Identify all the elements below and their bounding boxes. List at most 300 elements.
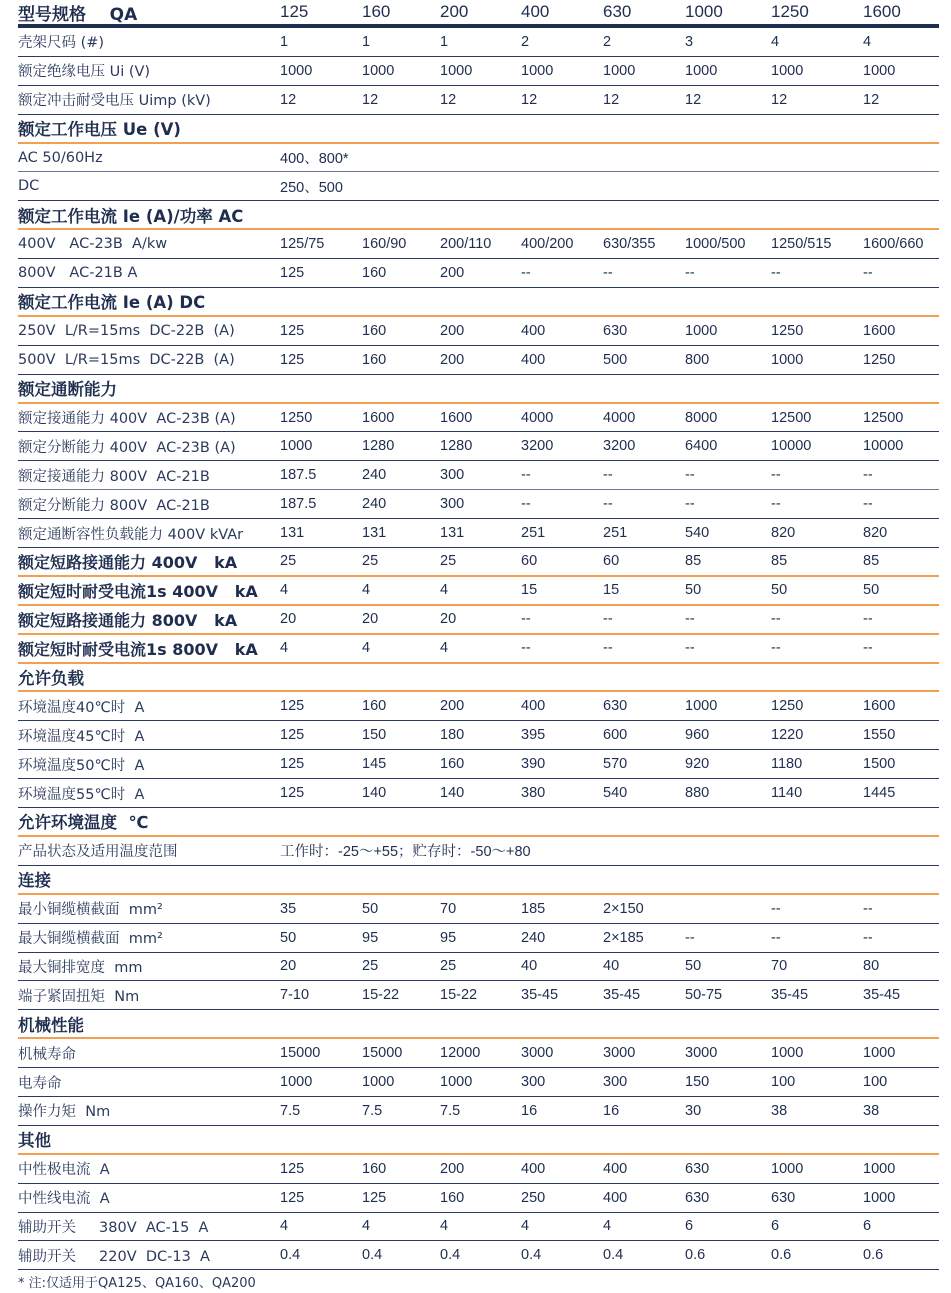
table-cell: 7.5 xyxy=(440,1102,461,1119)
table-cell: 1000 xyxy=(603,62,636,79)
table-cell: 12 xyxy=(440,91,457,108)
table-cell: 1000/500 xyxy=(685,236,746,253)
table-cell: 251 xyxy=(603,525,628,542)
section-header xyxy=(18,664,939,693)
table-cell: 15000 xyxy=(280,1045,321,1062)
table-cell: 1 xyxy=(362,33,371,50)
table-cell: 4 xyxy=(771,33,780,50)
table-cell: 0.6 xyxy=(685,1247,706,1264)
table-cell: 0.6 xyxy=(771,1247,792,1264)
section-title: 额定工作电流 Ie (A) DC xyxy=(18,293,206,313)
row-label: 额定绝缘电压 Ui (V) xyxy=(18,64,151,81)
table-row xyxy=(18,1155,939,1184)
table-cell: 1280 xyxy=(362,438,395,455)
table-row xyxy=(18,172,939,201)
table-cell: 12 xyxy=(685,91,702,108)
table-cell: 16 xyxy=(521,1102,538,1119)
table-cell: 187.5 xyxy=(280,496,317,513)
table-cell: 4 xyxy=(440,1218,449,1235)
table-cell: 25 xyxy=(280,553,297,570)
table-cell: 960 xyxy=(685,727,710,744)
table-cell: 4000 xyxy=(521,409,554,426)
table-cell: 25 xyxy=(440,553,457,570)
table-cell: 200 xyxy=(440,1160,465,1177)
table-row xyxy=(18,1213,939,1242)
table-cell: -- xyxy=(863,496,873,513)
table-cell: 10000 xyxy=(863,438,904,455)
table-cell: 1000 xyxy=(280,62,313,79)
model-630: 630 xyxy=(603,2,632,21)
row-label: 额定分断能力 800V AC-21B xyxy=(18,497,210,514)
table-cell: 4 xyxy=(280,1218,289,1235)
table-cell: 12000 xyxy=(440,1045,481,1062)
table-cell: 1600/660 xyxy=(863,236,924,253)
table-cell: 25 xyxy=(362,958,379,975)
table-cell: 40 xyxy=(603,958,620,975)
table-cell: -- xyxy=(863,640,873,657)
table-cell: 8000 xyxy=(685,409,718,426)
row-label: 环境温度50℃时 A xyxy=(18,757,145,774)
table-cell: 7-10 xyxy=(280,987,310,1004)
table-header xyxy=(18,0,939,28)
table-row xyxy=(18,981,939,1010)
table-cell: 1000 xyxy=(362,1074,395,1090)
table-cell: 50 xyxy=(280,929,297,946)
row-label: 辅助开关 220V DC-13 A xyxy=(18,1248,210,1265)
table-cell: -- xyxy=(685,611,695,628)
table-cell: 820 xyxy=(863,525,888,542)
table-cell: 251 xyxy=(521,525,546,542)
model-200: 200 xyxy=(440,2,469,21)
table-cell: 7.5 xyxy=(362,1102,383,1119)
table-cell: 400 xyxy=(521,322,546,339)
row-label: 产品状态及适用温度范围 xyxy=(18,844,178,861)
table-cell: 240 xyxy=(362,467,387,484)
row-label: 额定冲击耐受电压 Uimp (kV) xyxy=(18,93,211,110)
table-cell: 6 xyxy=(771,1218,780,1235)
table-cell: 630 xyxy=(771,1189,796,1206)
model-400: 400 xyxy=(521,2,550,21)
table-cell: 10000 xyxy=(771,438,812,455)
table-cell: -- xyxy=(863,929,873,946)
spec-table xyxy=(18,0,939,1270)
table-cell: 20 xyxy=(280,958,297,975)
table-cell: 880 xyxy=(685,785,710,802)
row-label: 最大铜排宽度 mm xyxy=(18,959,143,976)
table-row xyxy=(18,259,939,288)
table-cell: 3200 xyxy=(521,438,554,455)
table-cell: 1445 xyxy=(863,785,896,802)
table-cell: -- xyxy=(863,467,873,484)
row-label: 端子紧固扭矩 Nm xyxy=(18,988,140,1005)
table-cell: 15-22 xyxy=(362,987,400,1004)
table-cell: 1000 xyxy=(771,1045,804,1062)
table-cell: 4 xyxy=(603,1218,612,1235)
table-cell: 500 xyxy=(603,351,628,368)
table-cell: -- xyxy=(771,265,781,282)
table-cell: 150 xyxy=(362,727,387,744)
table-cell: 1600 xyxy=(362,409,395,426)
table-row xyxy=(18,86,939,115)
section-title: 额定工作电流 Ie (A)/功率 AC xyxy=(18,206,244,226)
row-label: 环境温度45℃时 A xyxy=(18,728,145,745)
model-1250: 1250 xyxy=(771,2,809,21)
table-cell: 12 xyxy=(280,91,297,108)
table-cell: 1 xyxy=(440,33,449,50)
table-cell: 1000 xyxy=(863,62,896,79)
row-label: AC 50/60Hz xyxy=(18,149,103,166)
table-cell: 2×150 xyxy=(603,900,644,917)
table-cell: 1000 xyxy=(771,1160,804,1177)
table-cell: 50 xyxy=(685,582,702,599)
row-label: 中性线电流 A xyxy=(18,1191,110,1208)
row-label: 额定短时耐受电流1s 800V kA xyxy=(18,639,258,659)
table-cell: -- xyxy=(521,496,531,513)
table-cell: -- xyxy=(685,467,695,484)
table-cell: 70 xyxy=(771,958,788,975)
section-header xyxy=(18,375,939,404)
table-cell: -- xyxy=(771,496,781,513)
section-title: 额定工作电压 Ue (V) xyxy=(18,120,181,140)
table-row xyxy=(18,57,939,86)
row-label: 最小铜缆横截面 mm² xyxy=(18,902,163,919)
table-cell: 50-75 xyxy=(685,987,723,1004)
row-label: 额定通断容性负载能力 400V kVAr xyxy=(18,526,244,543)
table-cell: 60 xyxy=(521,553,538,570)
table-cell: 12500 xyxy=(863,409,904,426)
table-cell: -- xyxy=(685,496,695,513)
table-row xyxy=(18,519,939,548)
table-cell: 1 xyxy=(280,33,289,50)
row-label: 800V AC-21B A xyxy=(18,265,138,282)
table-cell: 1000 xyxy=(771,351,804,368)
table-cell: 35 xyxy=(280,900,297,917)
spanning-value: 工作时：-25～+55；贮存时：-50～+80 xyxy=(280,844,531,861)
section-header xyxy=(18,808,939,837)
table-row xyxy=(18,635,939,664)
table-cell: 100 xyxy=(771,1074,796,1090)
table-row xyxy=(18,1068,939,1097)
table-row xyxy=(18,1039,939,1068)
table-cell: 250 xyxy=(521,1189,546,1206)
table-cell: 7.5 xyxy=(280,1102,301,1119)
table-cell: 131 xyxy=(440,525,465,542)
table-cell: 1000 xyxy=(685,62,718,79)
table-cell: 25 xyxy=(362,553,379,570)
row-label: 额定接通能力 400V AC-23B (A) xyxy=(18,411,236,428)
table-cell: -- xyxy=(863,265,873,282)
table-cell: 2 xyxy=(521,33,530,50)
row-label: 中性极电流 A xyxy=(18,1162,110,1179)
table-row xyxy=(18,577,939,606)
table-cell: 630 xyxy=(603,322,628,339)
table-cell: 4 xyxy=(521,1218,530,1235)
table-cell: 3000 xyxy=(685,1045,718,1062)
table-cell: 1600 xyxy=(440,409,473,426)
table-cell: -- xyxy=(863,900,873,917)
section-title: 机械性能 xyxy=(18,1015,84,1035)
table-row xyxy=(18,779,939,808)
table-cell: 390 xyxy=(521,756,546,773)
row-label: 操作力矩 Nm xyxy=(18,1104,111,1121)
section-header xyxy=(18,1010,939,1039)
table-row xyxy=(18,28,939,57)
table-cell: 395 xyxy=(521,727,546,744)
table-cell: -- xyxy=(685,929,695,946)
table-cell: -- xyxy=(603,611,613,628)
table-cell: 85 xyxy=(863,553,880,570)
row-label: 额定短时耐受电流1s 400V kA xyxy=(18,581,258,601)
table-cell: 150 xyxy=(685,1074,710,1090)
table-cell: 1250/515 xyxy=(771,236,832,253)
table-cell: 1140 xyxy=(771,785,803,802)
table-cell: 12 xyxy=(863,91,880,108)
table-cell: 125 xyxy=(280,265,305,282)
table-cell: 38 xyxy=(863,1102,880,1119)
table-cell: 35-45 xyxy=(863,987,901,1004)
row-label: 最大铜缆横截面 mm² xyxy=(18,931,163,948)
table-row xyxy=(18,548,939,577)
table-cell: 125 xyxy=(280,698,305,715)
table-cell: 200 xyxy=(440,351,465,368)
section-title: 其他 xyxy=(18,1131,51,1151)
table-row xyxy=(18,1184,939,1213)
table-cell: 200 xyxy=(440,322,465,339)
table-cell: 160 xyxy=(362,322,387,339)
table-row xyxy=(18,837,939,866)
table-cell: 1000 xyxy=(440,62,473,79)
row-label: 辅助开关 380V AC-15 A xyxy=(18,1219,209,1236)
table-cell: 1250 xyxy=(280,409,313,426)
table-cell: 1000 xyxy=(362,62,395,79)
table-row xyxy=(18,750,939,779)
table-cell: 160 xyxy=(362,698,387,715)
row-label: 壳架尺码 (#) xyxy=(18,35,105,52)
table-cell: 160/90 xyxy=(362,236,407,253)
table-cell: 1000 xyxy=(863,1189,896,1206)
spanning-value: 400、800* xyxy=(280,151,349,167)
table-cell: 131 xyxy=(362,525,387,542)
table-cell: 300 xyxy=(440,467,465,484)
table-cell: -- xyxy=(863,611,873,628)
row-label: 额定分断能力 400V AC-23B (A) xyxy=(18,439,236,456)
table-cell: 125 xyxy=(362,1189,387,1206)
table-cell: 125 xyxy=(280,1189,305,1206)
table-cell: 1000 xyxy=(685,698,718,715)
table-cell: 12500 xyxy=(771,409,812,426)
table-cell: 300 xyxy=(521,1074,546,1090)
table-cell: 6 xyxy=(685,1218,694,1235)
table-cell: -- xyxy=(603,467,613,484)
table-cell: -- xyxy=(603,640,613,657)
table-cell: 200/110 xyxy=(440,236,492,253)
table-row xyxy=(18,895,939,924)
table-row xyxy=(18,346,939,375)
table-cell: 3000 xyxy=(603,1045,636,1062)
table-cell: 100 xyxy=(863,1074,888,1090)
table-cell: 125/75 xyxy=(280,236,325,253)
table-cell: 1000 xyxy=(685,322,718,339)
table-cell: 4 xyxy=(440,640,449,657)
table-cell: 1000 xyxy=(863,1160,896,1177)
table-cell: 570 xyxy=(603,756,628,773)
table-cell: 1250 xyxy=(771,322,804,339)
row-label: 500V L/R=15ms DC-22B (A) xyxy=(18,351,235,368)
table-cell: 0.4 xyxy=(280,1247,301,1264)
table-cell: 40 xyxy=(521,958,538,975)
table-cell: 35-45 xyxy=(521,987,559,1004)
table-cell: 60 xyxy=(603,553,620,570)
table-cell: 400 xyxy=(603,1160,628,1177)
table-cell: 800 xyxy=(685,351,710,368)
row-label: 机械寿命 xyxy=(18,1046,76,1063)
table-cell: 185 xyxy=(521,900,546,917)
table-cell: 50 xyxy=(863,582,880,599)
section-title: 允许负载 xyxy=(18,669,84,689)
table-cell: 1180 xyxy=(771,756,803,773)
table-cell: 1600 xyxy=(863,322,896,339)
table-cell: 820 xyxy=(771,525,796,542)
row-label: 环境温度40℃时 A xyxy=(18,699,145,716)
row-label: 额定接通能力 800V AC-21B xyxy=(18,468,210,485)
table-cell: 180 xyxy=(440,727,465,744)
table-cell: 1000 xyxy=(771,62,804,79)
table-cell: 4000 xyxy=(603,409,636,426)
table-cell: 25 xyxy=(440,958,457,975)
table-cell: 15000 xyxy=(362,1045,403,1062)
table-cell: 6 xyxy=(863,1218,872,1235)
section-header xyxy=(18,115,939,144)
table-cell: 187.5 xyxy=(280,467,317,484)
table-cell: -- xyxy=(771,929,781,946)
table-cell: 300 xyxy=(603,1074,628,1090)
table-cell: -- xyxy=(521,467,531,484)
table-cell: 540 xyxy=(685,525,710,542)
table-cell: 85 xyxy=(685,553,702,570)
table-cell: 12 xyxy=(362,91,379,108)
table-cell: 15 xyxy=(521,582,538,599)
table-cell: 400 xyxy=(521,351,546,368)
table-cell: 140 xyxy=(362,785,387,802)
table-row xyxy=(18,404,939,433)
table-cell: 1600 xyxy=(863,698,896,715)
table-cell: 20 xyxy=(440,611,457,628)
section-header xyxy=(18,1126,939,1155)
table-cell: 630/355 xyxy=(603,236,656,253)
model-125: 125 xyxy=(280,2,309,21)
table-cell: 4 xyxy=(280,582,289,599)
section-header xyxy=(18,866,939,895)
table-cell: 0.4 xyxy=(521,1247,542,1264)
table-cell: 160 xyxy=(362,265,387,282)
table-cell: 4 xyxy=(280,640,289,657)
table-cell: 131 xyxy=(280,525,305,542)
section-header xyxy=(18,201,939,230)
table-cell: 20 xyxy=(280,611,297,628)
table-row xyxy=(18,953,939,982)
table-cell: 400/200 xyxy=(521,236,574,253)
table-cell: 4 xyxy=(440,582,449,599)
table-cell: 540 xyxy=(603,785,628,802)
row-label: 电寿命 xyxy=(18,1075,62,1092)
table-cell: -- xyxy=(771,467,781,484)
table-cell: -- xyxy=(685,265,695,282)
table-cell: 4 xyxy=(863,33,872,50)
table-cell: 12 xyxy=(771,91,788,108)
section-header xyxy=(18,288,939,317)
table-row xyxy=(18,1097,939,1126)
table-cell: 15 xyxy=(603,582,620,599)
table-cell: 200 xyxy=(440,265,465,282)
table-cell: 35-45 xyxy=(771,987,809,1004)
table-cell: 1000 xyxy=(280,1074,313,1090)
table-cell: 160 xyxy=(362,1160,387,1177)
table-cell: 630 xyxy=(685,1189,710,1206)
table-cell: 400 xyxy=(521,1160,546,1177)
table-cell: 80 xyxy=(863,958,880,975)
header-label: 型号规格 QA xyxy=(18,4,138,25)
table-cell: 1000 xyxy=(440,1074,473,1090)
table-cell: -- xyxy=(603,496,613,513)
table-row xyxy=(18,490,939,519)
table-cell: 145 xyxy=(362,756,387,773)
table-cell: 38 xyxy=(771,1102,788,1119)
table-cell: 380 xyxy=(521,785,546,802)
section-title: 允许环境温度 ℃ xyxy=(18,813,149,833)
row-label: 250V L/R=15ms DC-22B (A) xyxy=(18,322,235,339)
table-cell: 3200 xyxy=(603,438,636,455)
table-cell: 3000 xyxy=(521,1045,554,1062)
table-cell: 70 xyxy=(440,900,457,917)
table-cell: 1550 xyxy=(863,727,896,744)
table-cell: 630 xyxy=(685,1160,710,1177)
table-cell: 50 xyxy=(362,900,379,917)
table-cell: 125 xyxy=(280,1160,305,1177)
table-cell: 125 xyxy=(280,351,305,368)
table-cell: 125 xyxy=(280,785,305,802)
table-cell: 15-22 xyxy=(440,987,478,1004)
table-cell: 1250 xyxy=(771,698,804,715)
table-cell: 2 xyxy=(603,33,612,50)
table-cell: 0.4 xyxy=(440,1247,461,1264)
table-cell: -- xyxy=(771,900,781,917)
table-cell: 30 xyxy=(685,1102,702,1119)
table-cell: 4 xyxy=(362,582,371,599)
table-row xyxy=(18,461,939,490)
model-1600: 1600 xyxy=(863,2,901,21)
table-cell: 160 xyxy=(362,351,387,368)
table-cell: 16 xyxy=(603,1102,620,1119)
table-row xyxy=(18,144,939,173)
table-cell: 125 xyxy=(280,756,305,773)
table-cell: 1000 xyxy=(863,1045,896,1062)
model-1000: 1000 xyxy=(685,2,723,21)
table-row xyxy=(18,692,939,721)
table-cell: 12 xyxy=(603,91,620,108)
table-cell: -- xyxy=(521,265,531,282)
spanning-value: 250、500 xyxy=(280,179,343,196)
model-160: 160 xyxy=(362,2,391,21)
table-cell: 400 xyxy=(603,1189,628,1206)
table-cell: 160 xyxy=(440,1189,465,1206)
row-label: 额定短路接通能力 400V kA xyxy=(18,552,238,572)
table-row xyxy=(18,606,939,635)
table-cell: -- xyxy=(771,611,781,628)
table-row xyxy=(18,432,939,461)
table-cell: -- xyxy=(685,640,695,657)
table-row xyxy=(18,721,939,750)
table-cell: -- xyxy=(771,640,781,657)
